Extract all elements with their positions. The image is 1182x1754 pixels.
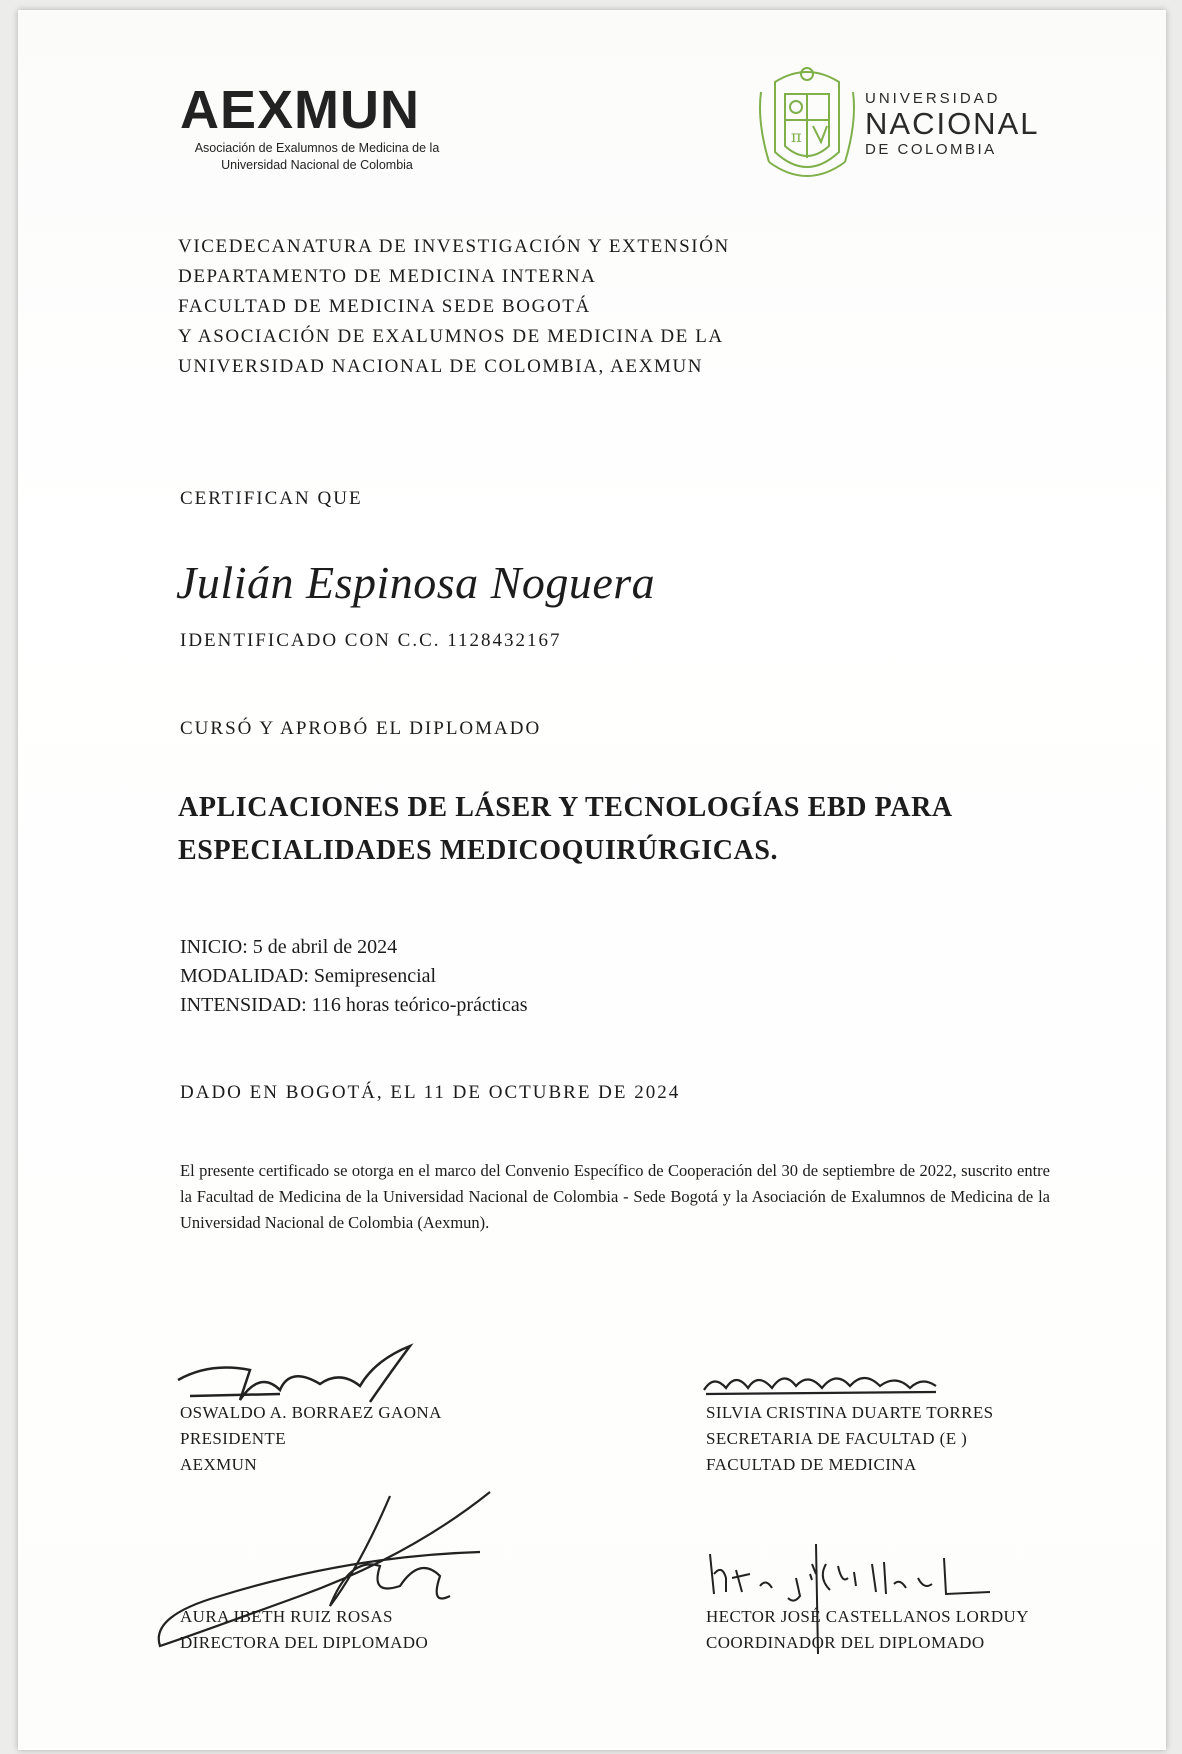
aexmun-subtitle [182,140,452,174]
course-details [180,933,528,1020]
agreement-note: El presente certificado se otorga en el marco del Convenio Específico de Cooperación del 30 de septiembre de 2022, suscrito entre la Facultad de Medicina de la Universidad Nacional de Colombia - Sede Bogotá y la Asociación de Exalumnos de Medicina de la Universidad Nacional de Colombia (Aexmun). [180,1161,1050,1232]
detail-value: 5 de abril de 2024 [252,936,398,958]
unal-seal-icon [755,62,859,192]
unal-line2: NACIONAL [865,106,1040,141]
signature-duarte-icon [700,1364,960,1404]
signatory-role: DIRECTORA DEL DIPLOMADO [180,1633,429,1652]
recipient-name: Julián Espinosa Noguera [176,557,656,608]
issuer-header [178,232,778,382]
signatory-borraez [180,1400,442,1478]
aexmun-subtitle-line2: Universidad Nacional de Colombia [221,158,413,172]
aexmun-wordmark: AEXMUN [180,80,421,140]
recipient-id: IDENTIFICADO CON C.C. 1128432167 [180,630,562,651]
detail-label: INTENSIDAD: [180,994,307,1016]
unal-logo [755,62,1055,192]
course-title-line1: APLICACIONES DE LÁSER Y TECNOLOGÍAS EBD PARA [178,792,953,823]
header-line: VICEDECANATURA DE INVESTIGACIÓN Y EXTENSIÓN [178,236,730,257]
signatory-name: HECTOR JOSÉ CASTELLANOS LORDUY [706,1607,1029,1626]
issue-date: DADO EN BOGOTÁ, EL 11 DE OCTUBRE DE 2024 [180,1082,681,1103]
signatory-name: OSWALDO A. BORRAEZ GAONA [180,1403,442,1422]
detail-value: Semipresencial [313,965,437,987]
header-line: Y ASOCIACIÓN DE EXALUMNOS DE MEDICINA DE LA [178,326,724,347]
detail-row [180,933,528,962]
signatory-duarte [706,1400,994,1478]
header-line: FACULTAD DE MEDICINA SEDE BOGOTÁ [178,296,591,317]
signatory-name: AURA IBETH RUIZ ROSAS [180,1607,393,1626]
unal-text [865,90,1039,158]
detail-row [180,962,528,991]
course-intro: CURSÓ Y APROBÓ EL DIPLOMADO [180,718,542,739]
signatory-org: AEXMUN [180,1455,258,1474]
header-line: DEPARTAMENTO DE MEDICINA INTERNA [178,266,597,287]
certifican-label: CERTIFICAN QUE [180,488,363,509]
signatory-role: SECRETARIA DE FACULTAD (E ) [706,1429,968,1448]
detail-label: INICIO: [180,936,248,958]
signatory-role: COORDINADOR DEL DIPLOMADO [706,1633,985,1652]
aexmun-subtitle-line1: Asociación de Exalumnos de Medicina de la [194,141,440,155]
svg-text:π: π [791,127,802,146]
header-line: UNIVERSIDAD NACIONAL DE COLOMBIA, AEXMUN [178,356,704,377]
aexmun-logo [180,82,450,182]
signatory-castellanos [706,1604,1029,1656]
detail-label: MODALIDAD: [180,965,309,987]
course-title-line2: ESPECIALIDADES MEDICOQUIRÚRGICAS. [178,835,779,866]
unal-line1: UNIVERSIDAD [865,90,1001,107]
signatory-role: PRESIDENTE [180,1429,286,1448]
signatory-ruiz [180,1604,428,1656]
detail-value: 116 horas teórico-prácticas [311,994,528,1016]
course-title [178,786,1038,872]
detail-row [180,991,528,1020]
signatory-org: FACULTAD DE MEDICINA [706,1455,917,1474]
signatory-name: SILVIA CRISTINA DUARTE TORRES [706,1403,994,1422]
unal-line3: DE COLOMBIA [865,141,997,158]
